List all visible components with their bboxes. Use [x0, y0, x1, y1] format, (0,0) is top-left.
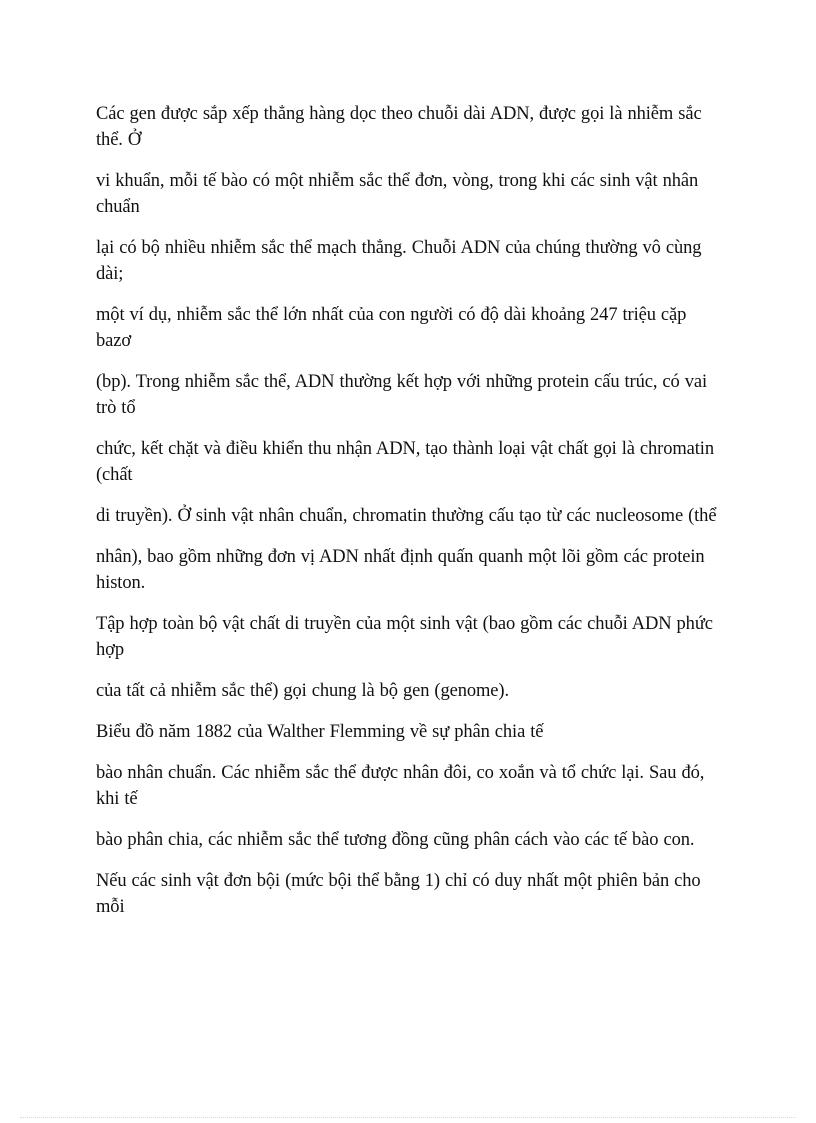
paragraph-line-2: vi khuẩn, mỗi tế bào có một nhiễm sắc thể đơn, vòng, trong khi các sinh vật nhân chuẩn [96, 171, 699, 217]
paragraph-line-14: Nếu các sinh vật đơn bội (mức bội thể bằng 1) chỉ có duy nhất một phiên bản cho mỗi [96, 871, 701, 917]
paragraph-line-1: Các gen được sắp xếp thẳng hàng dọc theo chuỗi dài ADN, được gọi là nhiễm sắc thể. Ở [96, 104, 702, 150]
paragraph-line-9: Tập hợp toàn bộ vật chất di truyền của một sinh vật (bao gồm các chuỗi ADN phức hợp [96, 614, 713, 660]
paragraph-line-6: chức, kết chặt và điều khiển thu nhận ADN, tạo thành loại vật chất gọi là chromatin (chất [96, 439, 714, 485]
paragraph-line-7: di truyền). Ở sinh vật nhân chuẩn, chromatin thường cấu tạo từ các nucleosome (thể [96, 506, 717, 526]
paragraph-line-13: bào phân chia, các nhiễm sắc thể tương đồng cũng phân cách vào các tế bào con. [96, 830, 695, 850]
paragraph-line-10: của tất cả nhiễm sắc thể) gọi chung là bộ gen (genome). [96, 681, 510, 701]
page-bottom-divider [20, 1117, 796, 1118]
paragraph-line-11: Biểu đồ năm 1882 của Walther Flemming về sự phân chia tế [96, 722, 544, 742]
paragraph-line-8: nhân), bao gồm những đơn vị ADN nhất định quấn quanh một lõi gồm các protein histon. [96, 547, 705, 593]
paragraph-line-5: (bp). Trong nhiễm sắc thể, ADN thường kết hợp với những protein cấu trúc, có vai trò tổ [96, 372, 708, 418]
body-text [96, 101, 726, 935]
paragraph-line-12: bào nhân chuẩn. Các nhiễm sắc thể được nhân đôi, co xoắn và tổ chức lại. Sau đó, khi tế [96, 763, 705, 809]
paragraph-line-3: lại có bộ nhiều nhiễm sắc thể mạch thẳng. Chuỗi ADN của chúng thường vô cùng dài; [96, 238, 702, 284]
paragraph-line-4: một ví dụ, nhiễm sắc thể lớn nhất của con người có độ dài khoảng 247 triệu cặp bazơ [96, 305, 687, 351]
